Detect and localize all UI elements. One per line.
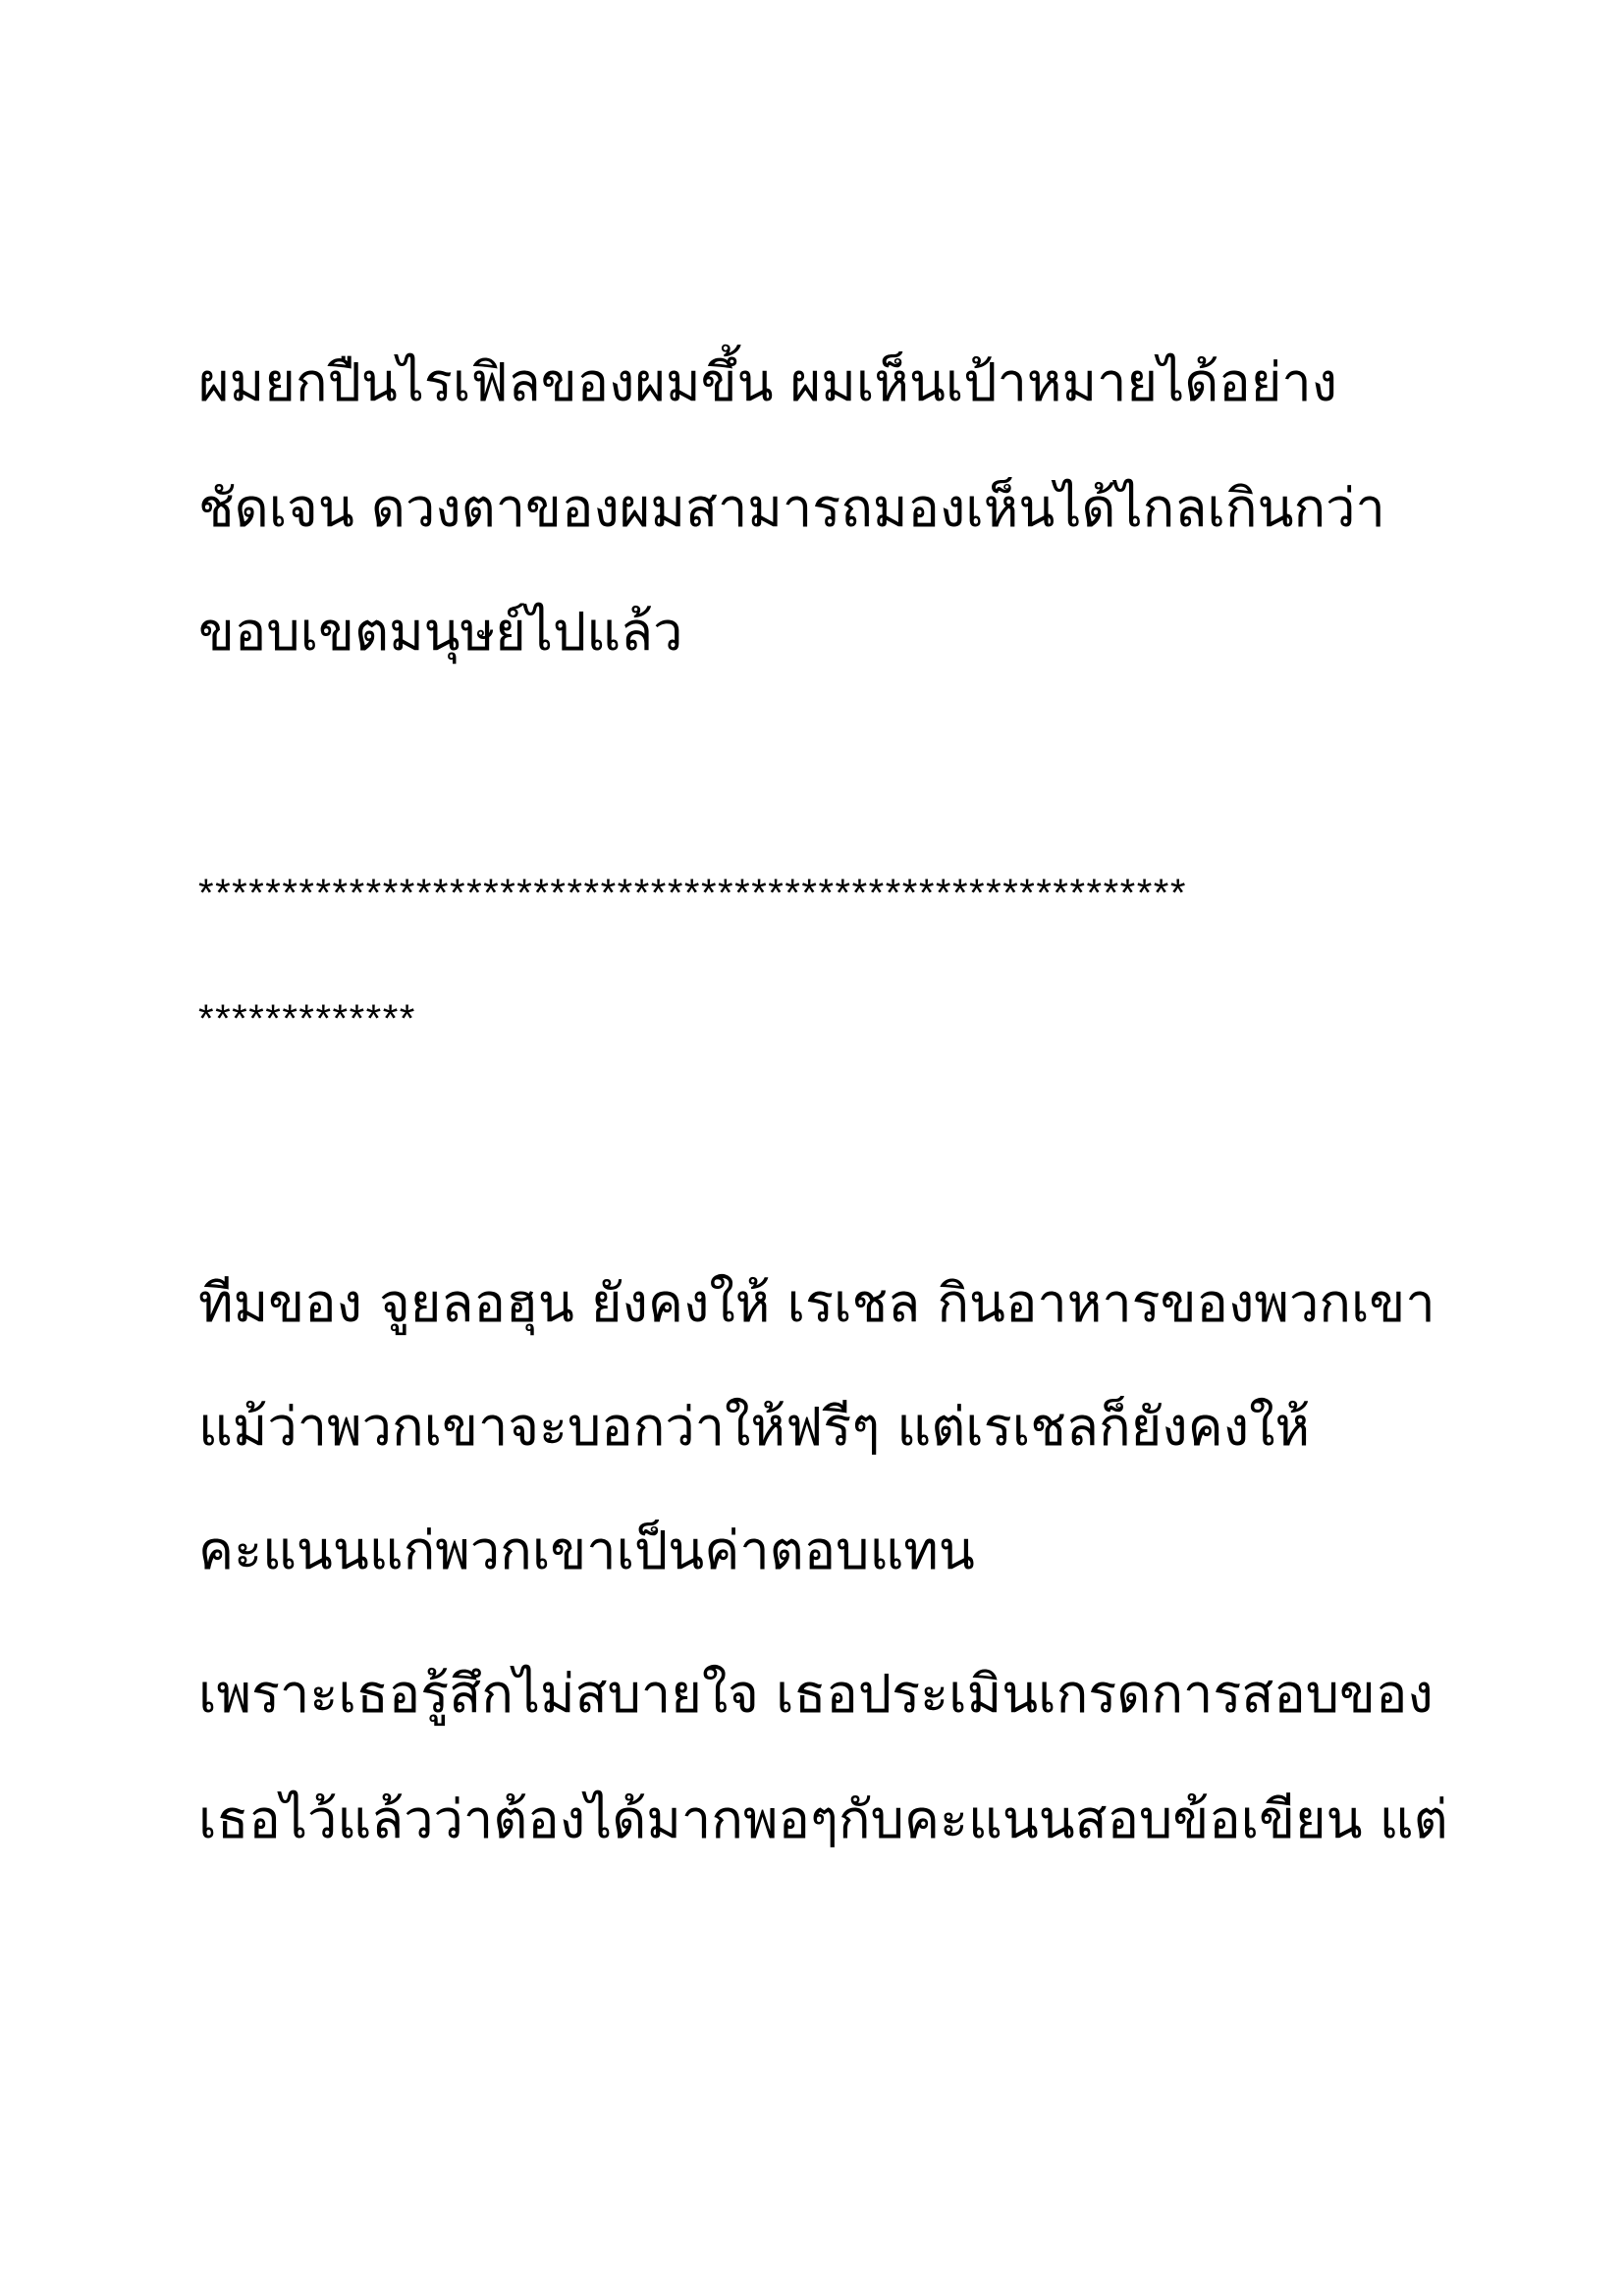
paragraph-2-line-1: ทีมของ จูยลอฮุน ยังคงให้ เรเชล กินอาหารของพวกเขา [198, 1272, 1435, 1334]
separator-line-1: *********************************************************** [198, 872, 1187, 915]
paragraph-2-line-2: แม้ว่าพวกเขาจะบอกว่าให้ฟรีๆ แต่เรเชลก็ยังคงให้ [198, 1396, 1311, 1458]
paragraph-1-line-3: ขอบเขตมนุษย์ไปแล้ว [198, 601, 683, 663]
paragraph-3-line-2: เธอไว้แล้วว่าต้องได้มากพอๆกับคะแนนสอบข้อเขียน แต่ [198, 1789, 1448, 1850]
paragraph-1-line-2: ชัดเจน ดวงตาของผมสามารถมองเห็นได้ไกลเกินกว่า [198, 477, 1385, 539]
separator-line-2: ************* [198, 997, 416, 1041]
paragraph-2-line-3: คะแนนแก่พวกเขาเป็นค่าตอบแทน [198, 1520, 975, 1581]
paragraph-1-line-1: ผมยกปืนไรเฟิลของผมขึ้น ผมเห็นเป้าหมายได้อย่าง [198, 351, 1338, 413]
paragraph-3-line-1: เพราะเธอรู้สึกไม่สบายใจ เธอประเมินเกรดการสอบของ [198, 1663, 1434, 1725]
